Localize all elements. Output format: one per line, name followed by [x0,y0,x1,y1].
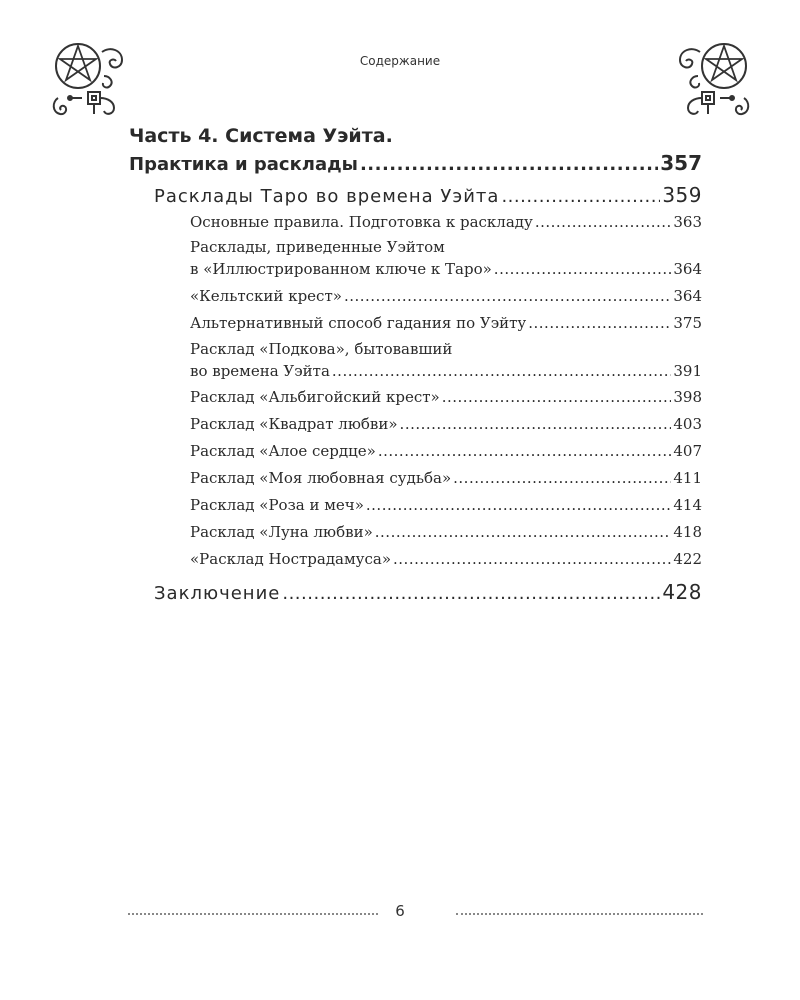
toc-entry-title: в «Иллюстрированном ключе к Таро» [190,260,492,278]
footer-dots-right [456,913,703,915]
toc-entry[interactable] [190,469,702,487]
toc-entry-title: «Расклад Нострадамуса» [190,550,392,568]
toc-entry-section[interactable] [154,183,702,207]
toc-entry-page: 398 [673,388,702,406]
toc-entry-title-line1: Расклад «Подкова», бытовавший [190,340,453,358]
toc-entry-page: 359 [662,183,702,207]
toc-entry-page: 375 [673,314,702,332]
toc-entry-conclusion[interactable] [154,580,702,604]
page-footer [0,902,800,926]
pentacle-ornament-left-icon [48,40,130,120]
toc-entry[interactable] [190,213,702,231]
toc-entry[interactable] [190,442,702,460]
running-head: Содержание [359,54,441,68]
dot-leader [344,287,671,305]
toc-entry-page: 414 [673,496,702,514]
dot-leader [332,362,671,380]
dot-leader [378,442,672,460]
toc-entry-page: 407 [673,442,702,460]
toc-entry-title: Практика и расклады [129,154,358,175]
dot-leader [528,314,671,332]
part-title: Часть 4. Система Уэйта. [129,125,393,147]
toc-entry[interactable] [190,287,702,305]
dot-leader [494,260,672,278]
toc-entry[interactable] [190,340,702,380]
toc-entry-line2 [190,362,702,380]
toc-entry-title: Альтернативный способ гадания по Уэйту [190,314,527,332]
dot-leader [360,154,658,175]
dot-leader [366,496,671,514]
dot-leader [535,213,672,231]
toc-entry-title: Основные правила. Подготовка к раскладу [190,213,533,231]
toc-entry-page: 363 [673,213,702,231]
toc-entry-title: «Кельтский крест» [190,287,342,305]
toc-entry-page: 357 [660,151,702,175]
toc-entry-title-line1: Расклады, приведенные Уэйтом [190,238,445,256]
toc-entry-title: во времена Уэйта [190,362,330,380]
toc-entry-title: Расклад «Алое сердце» [190,442,376,460]
toc-entry[interactable] [190,415,702,433]
toc-entry-title: Расклад «Луна любви» [190,523,373,541]
toc-entry-page: 364 [673,260,702,278]
toc-entry[interactable] [190,238,702,278]
toc-entry[interactable] [190,523,702,541]
toc-entry-page: 428 [662,580,702,604]
toc-entry[interactable] [190,314,702,332]
pentacle-ornament-right-icon [672,40,754,120]
toc-entry-line2 [190,260,702,278]
toc-entry-title: Расклад «Моя любовная судьба» [190,469,452,487]
toc-entry-title: Расклад «Квадрат любви» [190,415,398,433]
footer-dots-left [128,913,378,915]
dot-leader [453,469,671,487]
toc-entry[interactable] [190,388,702,406]
dot-leader [375,523,672,541]
toc-entry-page: 391 [673,362,702,380]
toc-entry-page: 422 [673,550,702,568]
toc-entry[interactable] [190,496,702,514]
toc-entry-page: 411 [673,469,702,487]
toc-entry-part[interactable] [129,151,702,175]
dot-leader [400,415,672,433]
dot-leader [442,388,672,406]
toc-entry-title: Расклад «Роза и меч» [190,496,364,514]
toc-entry-page: 364 [673,287,702,305]
toc-entry-title: Расклад «Альбигойский крест» [190,388,440,406]
toc-entry-page: 418 [673,523,702,541]
dot-leader [501,186,660,207]
toc-entry-title: Расклады Таро во времена Уэйта [154,186,500,207]
dot-leader [282,583,660,604]
toc-entry-page: 403 [673,415,702,433]
toc-entry-title: Заключение [154,583,281,604]
page-number: 6 [395,902,405,920]
dot-leader [393,550,671,568]
toc-entry[interactable] [190,550,702,568]
